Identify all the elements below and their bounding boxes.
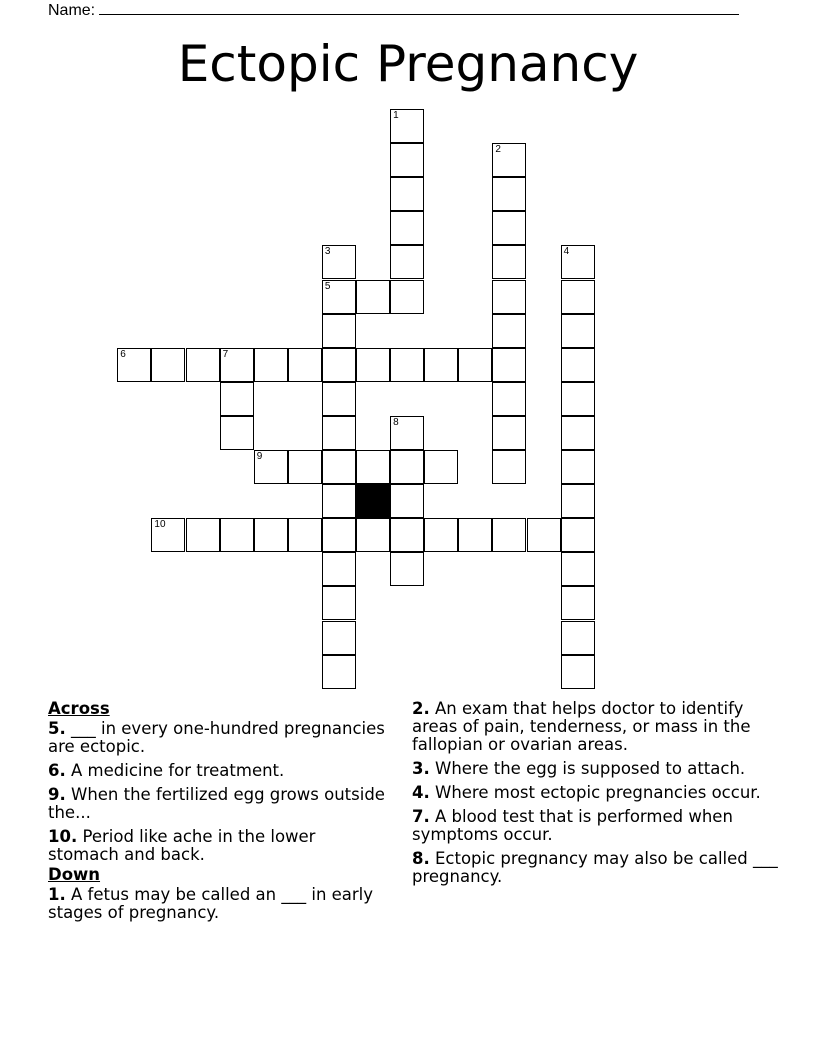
clue-down-2: 2. An exam that helps doctor to identify areas of pain, tenderness, or mass in the fallopian or ovarian areas. bbox=[412, 699, 751, 754]
clue-across-5: 5. ___ in every one-hundred pregnancies are ectopic. bbox=[48, 719, 385, 756]
crossword-cell bbox=[151, 518, 185, 552]
crossword-cell bbox=[288, 450, 322, 484]
crossword-cell bbox=[561, 484, 595, 518]
crossword-cell bbox=[322, 280, 356, 314]
crossword-cell bbox=[390, 211, 424, 245]
crossword-cell bbox=[322, 314, 356, 348]
crossword-cell bbox=[390, 280, 424, 314]
crossword-cell bbox=[356, 348, 390, 382]
crossword-block bbox=[356, 484, 390, 518]
cell-number: 3 bbox=[324, 246, 331, 258]
crossword-cell bbox=[220, 416, 254, 450]
crossword-cell bbox=[561, 348, 595, 382]
crossword-cell bbox=[390, 552, 424, 586]
crossword-cell bbox=[254, 518, 288, 552]
cell-number: 4 bbox=[563, 246, 570, 258]
cell-number: 9 bbox=[256, 451, 263, 462]
crossword-cell bbox=[561, 245, 595, 279]
crossword-cell bbox=[220, 348, 254, 382]
crossword-cell bbox=[424, 450, 458, 484]
crossword-cell bbox=[390, 245, 424, 279]
clue-down-7: 7. A blood test that is performed when symptoms occur. bbox=[412, 807, 733, 844]
crossword-cell bbox=[390, 143, 424, 177]
clue-down-1: 1. A fetus may be called an ___ in early stages of pregnancy. bbox=[48, 885, 374, 922]
crossword-cell bbox=[356, 450, 390, 484]
clue-down-4: 4. Where most ectopic pregnancies occur. bbox=[412, 783, 761, 802]
clues-left-column bbox=[48, 700, 388, 928]
crossword-cell bbox=[390, 177, 424, 211]
crossword-cell bbox=[322, 416, 356, 450]
crossword-cell bbox=[492, 280, 526, 314]
crossword-cell bbox=[322, 552, 356, 586]
crossword-cell bbox=[458, 348, 492, 382]
crossword-cell bbox=[322, 655, 356, 689]
clue-down-8: 8. Ectopic pregnancy may also be called ___ pregnancy. bbox=[412, 849, 778, 886]
crossword-cell bbox=[288, 348, 322, 382]
crossword-cell bbox=[220, 382, 254, 416]
cell-number: 7 bbox=[222, 348, 229, 360]
crossword-cell bbox=[390, 348, 424, 382]
crossword-cell bbox=[322, 450, 356, 484]
crossword-cell bbox=[254, 348, 288, 382]
crossword-cell bbox=[390, 416, 424, 450]
crossword-cell bbox=[561, 621, 595, 655]
crossword-cell bbox=[390, 484, 424, 518]
crossword-cell bbox=[561, 280, 595, 314]
crossword-cell bbox=[390, 450, 424, 484]
page-title: Ectopic Pregnancy bbox=[177, 35, 639, 93]
cell-number: 10 bbox=[154, 519, 166, 531]
crossword-cell bbox=[390, 518, 424, 552]
crossword-cell bbox=[186, 518, 220, 552]
crossword-cell bbox=[186, 348, 220, 382]
crossword-cell bbox=[561, 382, 595, 416]
cell-number: 2 bbox=[495, 144, 501, 156]
crossword-cell bbox=[458, 518, 492, 552]
crossword-cell bbox=[288, 518, 322, 552]
crossword-cell bbox=[220, 518, 254, 552]
crossword-cell bbox=[492, 382, 526, 416]
crossword-cell bbox=[492, 518, 526, 552]
crossword-cell bbox=[492, 348, 526, 382]
cell-number: 5 bbox=[324, 280, 331, 292]
crossword-cell bbox=[561, 552, 595, 586]
clue-across-6: 6. A medicine for treatment. bbox=[48, 761, 285, 780]
crossword-cell bbox=[254, 450, 288, 484]
crossword-cell bbox=[322, 518, 356, 552]
crossword-cell bbox=[492, 143, 526, 177]
cell-number: 8 bbox=[393, 416, 399, 428]
crossword-cell bbox=[527, 518, 561, 552]
crossword-cell bbox=[356, 280, 390, 314]
clue-across-9: 9. When the fertilized egg grows outside the... bbox=[48, 785, 385, 822]
down-heading: Down bbox=[48, 865, 101, 884]
crossword-cell bbox=[117, 348, 151, 382]
crossword-cell bbox=[561, 450, 595, 484]
crossword-cell bbox=[492, 211, 526, 245]
cell-number: 1 bbox=[393, 110, 399, 121]
crossword-cell bbox=[322, 586, 356, 620]
crossword-cell bbox=[561, 518, 595, 552]
crossword-cell bbox=[561, 586, 595, 620]
crossword-cell bbox=[390, 109, 424, 143]
name-label: Name: bbox=[48, 2, 96, 19]
crossword-cell bbox=[492, 416, 526, 450]
crossword-cell bbox=[322, 245, 356, 279]
clue-down-3: 3. Where the egg is supposed to attach. bbox=[412, 759, 746, 778]
crossword-cell bbox=[322, 484, 356, 518]
crossword-cell bbox=[561, 655, 595, 689]
crossword-cell bbox=[561, 416, 595, 450]
crossword-cell bbox=[492, 450, 526, 484]
crossword-cell bbox=[151, 348, 185, 382]
crossword-cell bbox=[424, 518, 458, 552]
crossword-cell bbox=[322, 348, 356, 382]
crossword-cell bbox=[492, 177, 526, 211]
clues-right-column bbox=[412, 700, 782, 892]
crossword-cell bbox=[492, 314, 526, 348]
crossword-cell bbox=[322, 382, 356, 416]
crossword-cell bbox=[424, 348, 458, 382]
crossword-cell bbox=[492, 245, 526, 279]
crossword-cell bbox=[322, 621, 356, 655]
crossword-cell bbox=[561, 314, 595, 348]
clue-across-10: 10. Period like ache in the lower stomach and back. bbox=[48, 827, 316, 864]
cell-number: 6 bbox=[120, 348, 126, 360]
across-heading: Across bbox=[48, 699, 110, 718]
crossword-cell bbox=[356, 518, 390, 552]
